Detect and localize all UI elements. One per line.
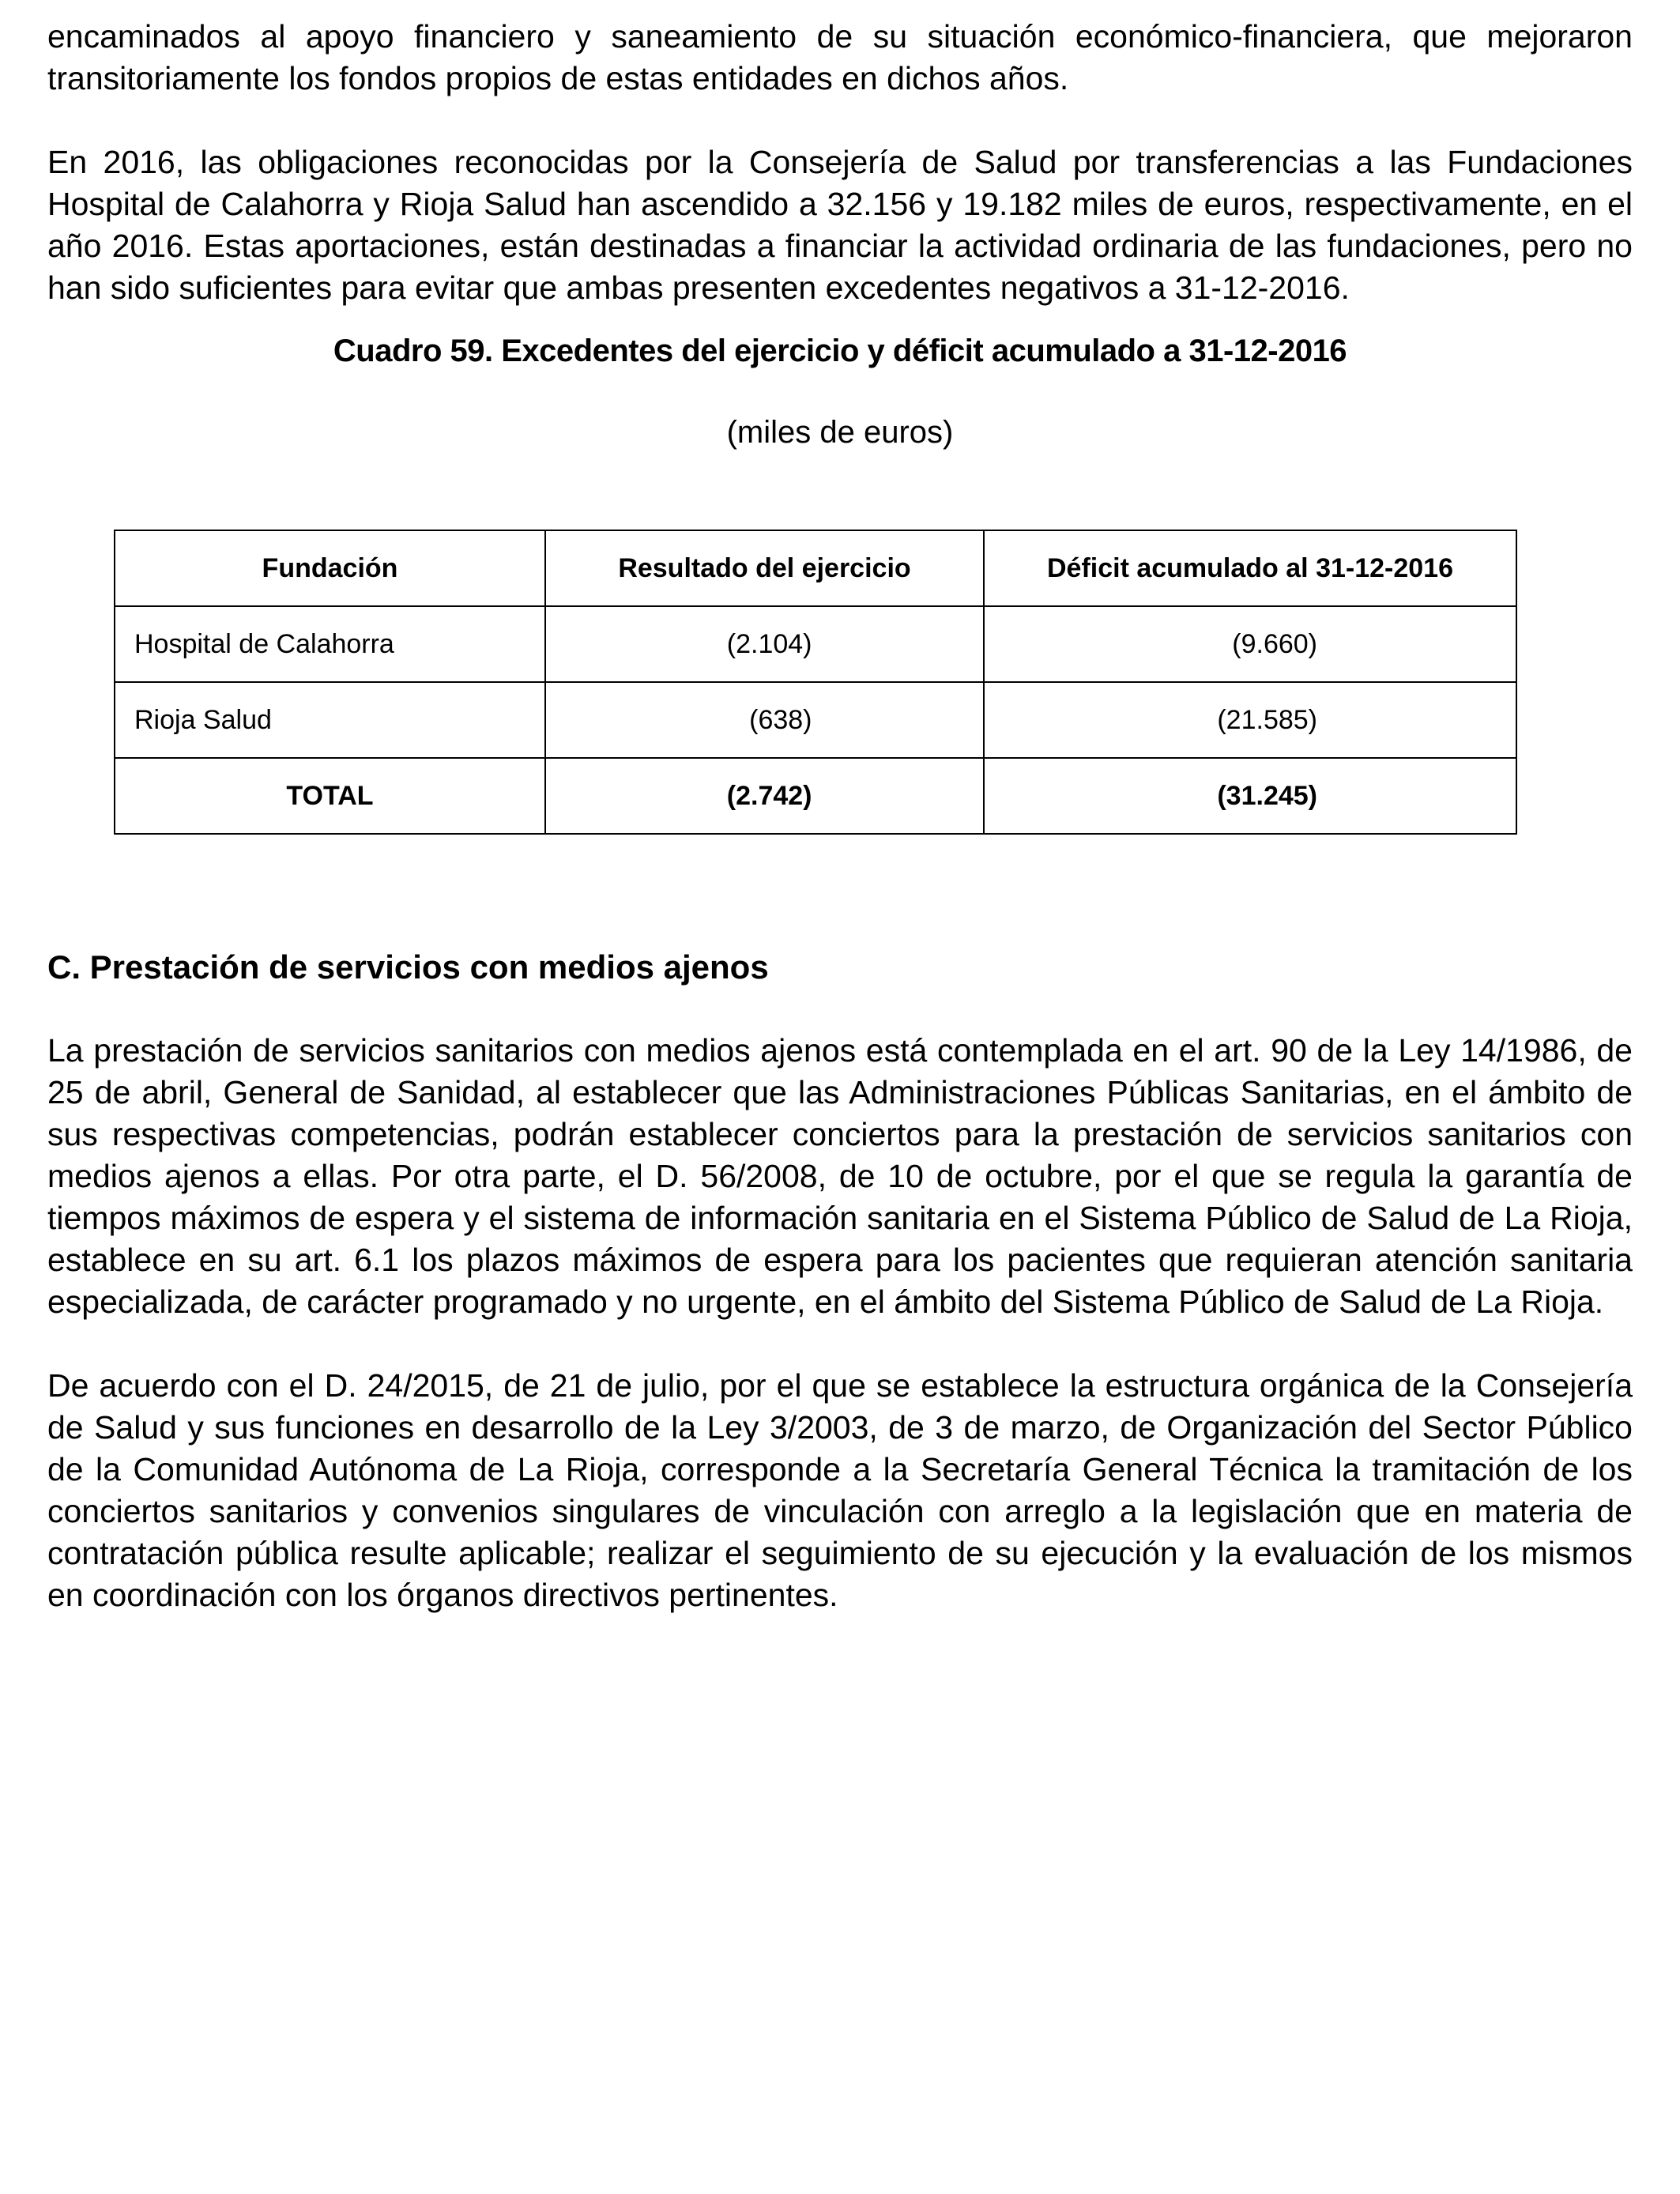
- document-page: [47, 16, 1633, 454]
- row-resultado: (638): [749, 704, 812, 735]
- paragraph-decreto-24-2015: De acuerdo con el D. 24/2015, de 21 de julio, por el que se establece la estructura orgánica de la Consejería de Salud y sus funciones en desarrollo de la Ley 3/2003, de 3 de marzo, de Organización del Sector Público de la Comunidad Autónoma de La Rioja, corresponde a la Secretaría General Técnica la tramitación de los conciertos sanitarios y convenios singulares de vinculación con arreglo a la legislación que en materia de contratación pública resulte aplicable; realizar el seguimiento de su ejecución y la evaluación de los mismos en coordinación con los órganos directivos pertinentes.: [47, 1367, 1633, 1613]
- row-deficit: (21.585): [1217, 704, 1317, 735]
- paragraph-intro-continuation: encaminados al apoyo financiero y saneamiento de su situación económico-financiera, que mejoraron transitoriamente los fondos propios de estas entidades en dichos años.: [47, 18, 1633, 96]
- table-caption: Cuadro 59. Excedentes del ejercicio y déficit acumulado a 31-12-2016: [333, 334, 1347, 368]
- total-resultado: (2.742): [726, 780, 812, 811]
- total-deficit: (31.245): [1217, 780, 1317, 811]
- table-total-row: [115, 758, 1516, 834]
- total-label: TOTAL: [115, 758, 545, 834]
- row-deficit: (9.660): [1232, 628, 1317, 659]
- paragraph-transfers-2016: En 2016, las obligaciones reconocidas por la Consejería de Salud por transferencias a las Fundaciones Hospital de Calahorra y Rioja Salud han ascendido a 32.156 y 19.182 miles de euros, respectivamente, en el año 2016. Estas aportaciones, están destinadas a financiar la actividad ordinaria de las fundaciones, pero no han sido suficientes para evitar que ambas presenten excedentes negativos a 31-12-2016.: [47, 144, 1633, 306]
- header-fundacion: Fundación: [115, 530, 545, 606]
- table-row: [115, 682, 1516, 758]
- header-deficit: Déficit acumulado al 31-12-2016: [984, 530, 1516, 606]
- table-row: [115, 606, 1516, 682]
- section-heading: C. Prestación de servicios con medios ajenos: [47, 948, 769, 986]
- table-header-row: [115, 530, 1516, 606]
- row-name: Rioja Salud: [115, 682, 545, 758]
- header-resultado: Resultado del ejercicio: [545, 530, 984, 606]
- row-name: Hospital de Calahorra: [115, 606, 545, 682]
- section-c: [47, 946, 1633, 1616]
- foundations-table: [114, 530, 1517, 835]
- paragraph-ley-sanidad: La prestación de servicios sanitarios con medios ajenos está contemplada en el art. 90 de la Ley 14/1986, de 25 de abril, General de Sanidad, al establecer que las Administraciones Públicas Sanitarias, en el ámbito de sus respectivas competencias, podrán establecer conciertos para la prestación de servicios sanitarios con medios ajenos a ellas. Por otra parte, el D. 56/2008, de 10 de octubre, por el que se regula la garantía de tiempos máximos de espera y el sistema de información sanitaria en el Sistema Público de Salud de La Rioja, establece en su art. 6.1 los plazos máximos de espera para los pacientes que requieran atención sanitaria especializada, de carácter programado y no urgente, en el ámbito del Sistema Público de Salud de La Rioja.: [47, 1032, 1633, 1320]
- table-units: (miles de euros): [726, 415, 954, 450]
- row-resultado: (2.104): [726, 628, 812, 659]
